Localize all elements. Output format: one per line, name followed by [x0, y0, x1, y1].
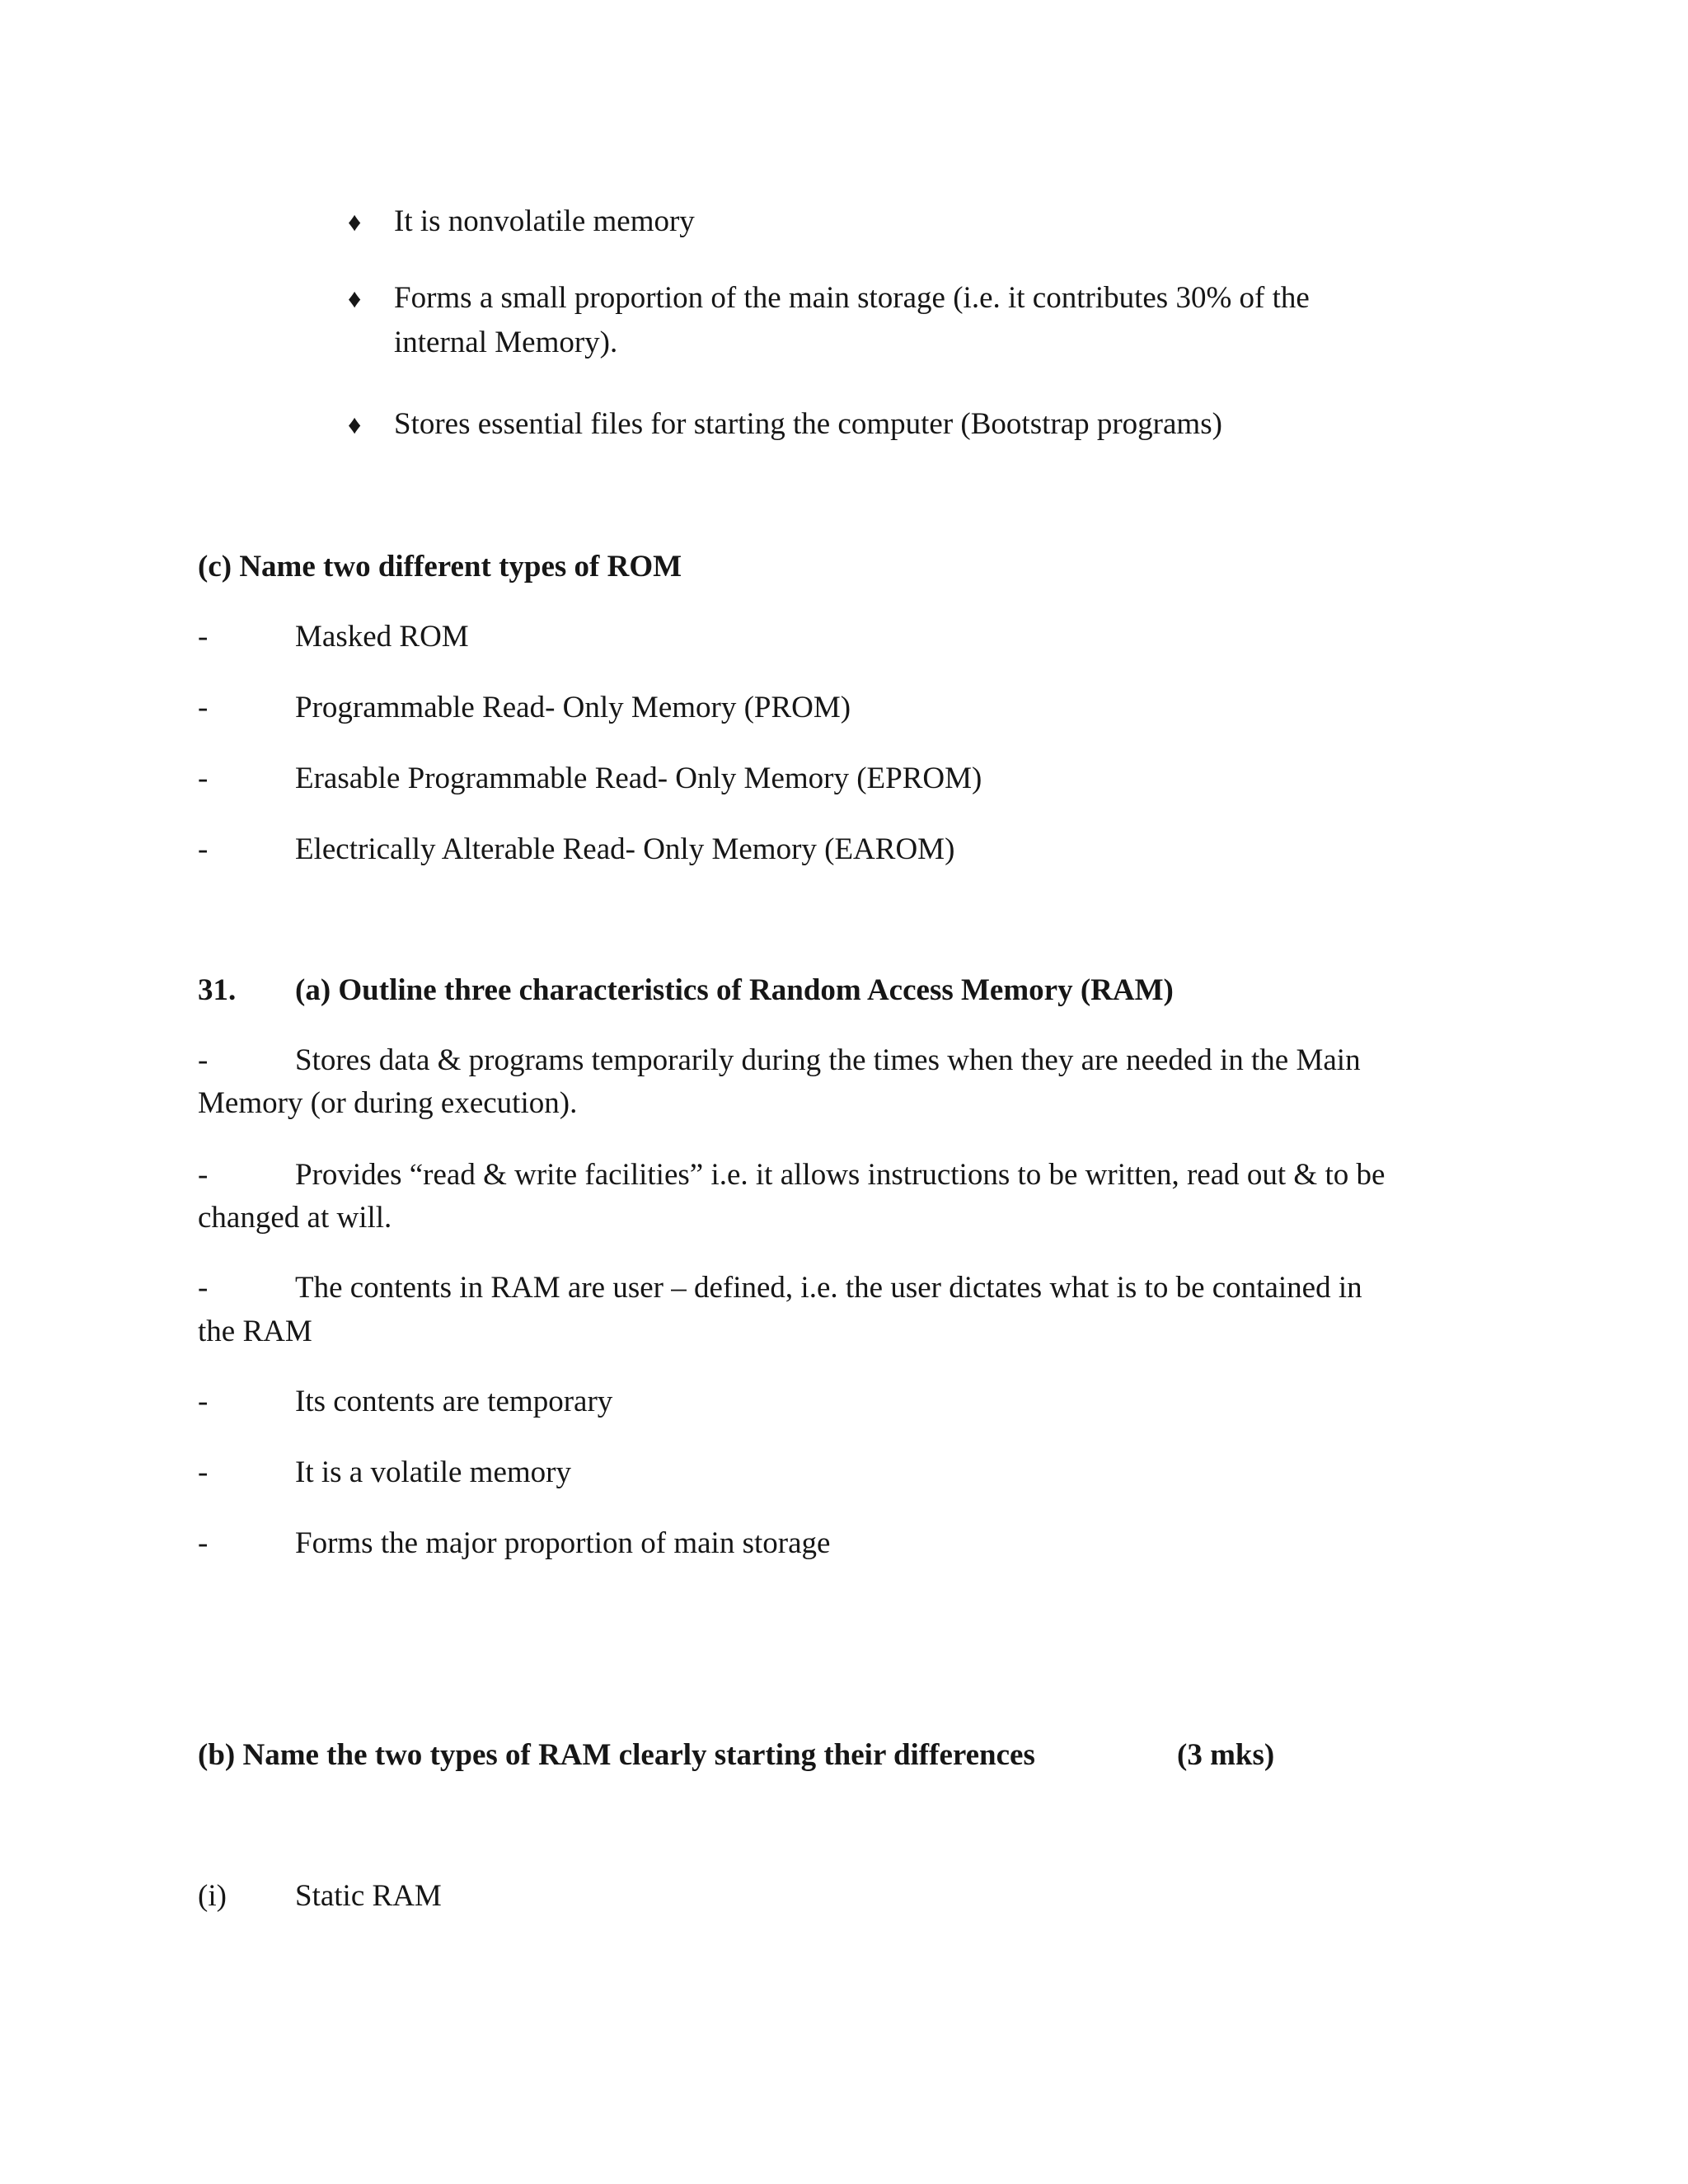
- ram-characteristic: Stores data & programs temporarily during the times when they are needed in the Main: [295, 1043, 1361, 1077]
- rom-type-item: Programmable Read- Only Memory (PROM): [295, 691, 851, 724]
- ram-characteristic-continued: changed at will.: [198, 1201, 392, 1235]
- question-number: 31.: [198, 973, 237, 1007]
- bullet-text: Forms a small proportion of the main storage (i.e. it contributes 30% of the: [394, 281, 1310, 315]
- rom-type-item: Erasable Programmable Read- Only Memory (EPROM): [295, 762, 982, 795]
- dash-marker: -: [198, 620, 209, 654]
- item-text: Static RAM: [295, 1879, 442, 1913]
- rom-type-item: Masked ROM: [295, 620, 469, 654]
- question-31a-heading: (a) Outline three characteristics of Random Access Memory (RAM): [295, 973, 1174, 1007]
- ram-characteristic: The contents in RAM are user – defined, i.e. the user dictates what is to be contained in: [295, 1271, 1362, 1305]
- bullet-diamond-icon: ♦: [348, 284, 362, 313]
- section-c-heading: (c) Name two different types of ROM: [198, 550, 682, 583]
- bullet-text-continued: internal Memory).: [394, 326, 618, 359]
- ram-characteristic-continued: Memory (or during execution).: [198, 1086, 578, 1120]
- section-b-heading: (b) Name the two types of RAM clearly starting their differences: [198, 1738, 1035, 1772]
- dash-marker: -: [198, 762, 209, 795]
- dash-marker: -: [198, 1158, 209, 1192]
- dash-marker: -: [198, 691, 209, 724]
- ram-characteristic: Forms the major proportion of main storage: [295, 1526, 831, 1560]
- bullet-text: Stores essential files for starting the computer (Bootstrap programs): [394, 407, 1222, 441]
- bullet-diamond-icon: ♦: [348, 410, 362, 439]
- ram-characteristic: Provides “read & write facilities” i.e. it allows instructions to be written, read out & to be: [295, 1158, 1386, 1192]
- dash-marker: -: [198, 1271, 209, 1305]
- dash-marker: -: [198, 832, 209, 866]
- item-label: (i): [198, 1879, 227, 1913]
- ram-characteristic: It is a volatile memory: [295, 1455, 571, 1489]
- dash-marker: -: [198, 1526, 209, 1560]
- dash-marker: -: [198, 1043, 209, 1077]
- bullet-text: It is nonvolatile memory: [394, 204, 695, 238]
- dash-marker: -: [198, 1385, 209, 1418]
- bullet-diamond-icon: ♦: [348, 207, 362, 237]
- rom-type-item: Electrically Alterable Read- Only Memory (EAROM): [295, 832, 955, 866]
- ram-characteristic-continued: the RAM: [198, 1315, 312, 1348]
- dash-marker: -: [198, 1455, 209, 1489]
- marks-label: (3 mks): [1177, 1738, 1275, 1772]
- ram-characteristic: Its contents are temporary: [295, 1385, 613, 1418]
